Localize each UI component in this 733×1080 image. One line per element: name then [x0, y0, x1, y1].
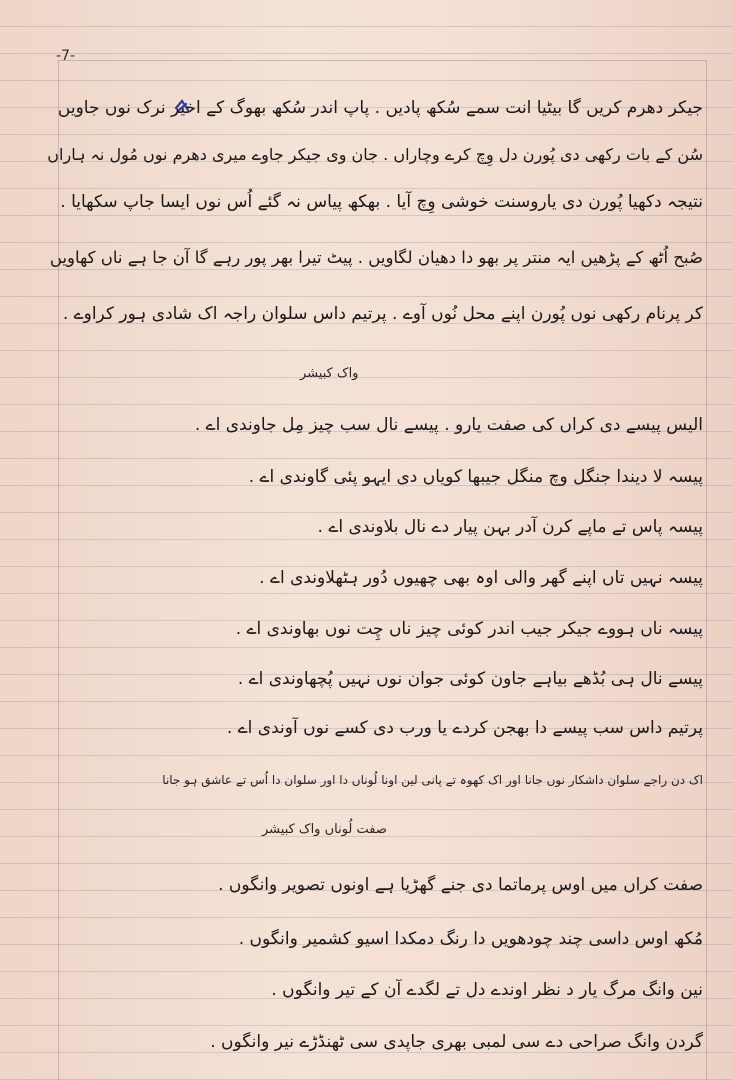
verse-line: پیسہ ناں ہووے جیکر جیب اندر کوئی چیز ناں چِت نوں بھاوندی اے . [235, 619, 703, 639]
page-number: -7- [56, 48, 76, 64]
verse-line: پیسہ لا دیندا جنگل وچ منگل جیبھا کویاں دی ایہو پئی گاوندی اے . [248, 467, 703, 487]
verse-line: گردن وانگ صراحی دے سی لمبی بھری جاپدی سی ٹھنڈڑے نیر وانگوں . [210, 1032, 703, 1052]
right-margin-rule [706, 60, 707, 1080]
section-heading: صفت لُوناں واک کبیشر [262, 822, 387, 837]
paragraph-line: سُن کے بات رکھی دی پُورن دل وِچ کرے وچاراں . جان وی جیکر جاوے میری دھرم نوں مُول نہ ہاراں [47, 145, 703, 164]
verse-line: صفت کراں میں اوس پرماتما دی جنے گھڑیا ہے اونوں تصویر وانگوں . [218, 875, 703, 895]
narrative-note: اک دن راجے سلوان داشکار نوں جانا اور اک کھوہ تے پانی لین اونا لُوناں دا اور سلوان دا اُس تے عاشق ہو جانا [162, 773, 703, 787]
top-margin-rule [58, 60, 706, 61]
verse-line: الیس پیسے دی کراں کی صفت یارو . پیسے نال سب چیز مِل جاوندی اے . [194, 415, 703, 435]
verse-line: پیسہ پاس تے ماپے کرن آدر بہن پیار دے نال بلاوندی اے . [317, 517, 703, 537]
verse-line: پرتیم داس سب پیسے دا بھجن کردے یا ورب دی کسے نوں آوندی اے . [226, 718, 703, 738]
verse-line: نین وانگ مرگ یار د نظر اوندے دل تے لگدے آن کے تیر وانگوں . [271, 980, 703, 1000]
verse-line: مُکھ اوس داسی چند چودھویں دا رنگ دمکدا اسیو کشمیر وانگوں . [238, 929, 703, 949]
section-heading: واک کبیشر [300, 366, 359, 381]
paragraph-line: صُبح اُٹھ کے پڑھیں ایہ منتر پر بھو دا دھیان لگاویں . پیٹ تیرا بھر پور رہے گا آن جا ہے ناں کھاویں [49, 248, 703, 267]
verse-line: پیسے نال ہی بُڈھے بیاہے جاون کوئی جوان نوں نہیں پُچھاوندی اے . [237, 669, 703, 689]
verse-line: پیسہ نہیں تاں اپنے گھر والی اوہ بھی چھیوں دُور ہٹھلاوندی اے . [259, 568, 703, 588]
left-margin-rule [58, 60, 59, 1080]
paragraph-line: جیکر دھرم کریں گا بیٹیا انت سمے سُکھ پادیں . پاپ اندر سُکھ بھوگ کے اخیر نرک نوں جاویں [57, 98, 703, 118]
paragraph-line: کر پرنام رکھی نوں پُورن اپنے محل نُوں آوے . پرتیم داس سلوان راجہ اک شادی ہور کراوے . [62, 304, 703, 324]
paragraph-line: نتیجہ دکھیا پُورن دی یاروسنت خوشی وِچ آیا . بھکھ پیاس نہ گئے اُس نوں ایسا جاپ سکھایا . [60, 192, 703, 212]
